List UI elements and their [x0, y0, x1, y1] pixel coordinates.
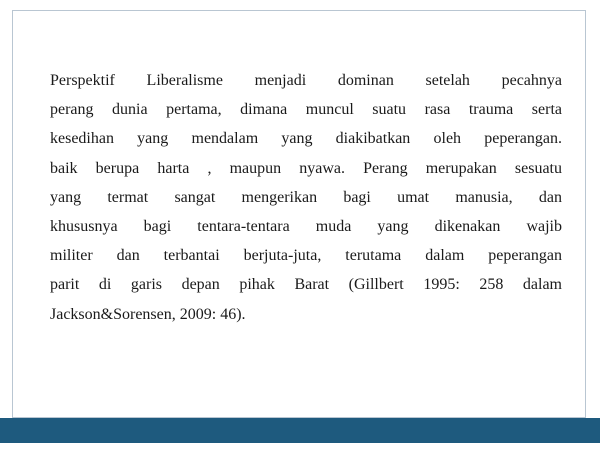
paragraph-line: militer dan terbantai berjuta-juta, terutama dalam peperangan: [50, 247, 562, 265]
paragraph-line: Jackson&Sorensen, 2009: 46).: [50, 305, 246, 323]
paragraph-line: yang termat sangat mengerikan bagi umat manusia, dan: [50, 188, 562, 206]
paragraph-line: baik berupa harta , maupun nyawa. Perang merupakan sesuatu: [50, 159, 562, 177]
paragraph-line: parit di garis depan pihak Barat (Gillbert 1995: 258 dalam: [50, 276, 562, 294]
slide-paragraph: [50, 66, 562, 329]
paragraph-line: Perspektif Liberalisme menjadi dominan setelah pecahnya: [50, 72, 562, 89]
paragraph-line: khususnya bagi tentara-tentara muda yang dikenakan wajib: [50, 217, 562, 235]
paragraph-line: kesedihan yang mendalam yang diakibatkan oleh peperangan.: [50, 130, 562, 148]
footer-bar: [0, 418, 600, 443]
paragraph-line: perang dunia pertama, dimana muncul suatu rasa trauma serta: [50, 101, 562, 119]
